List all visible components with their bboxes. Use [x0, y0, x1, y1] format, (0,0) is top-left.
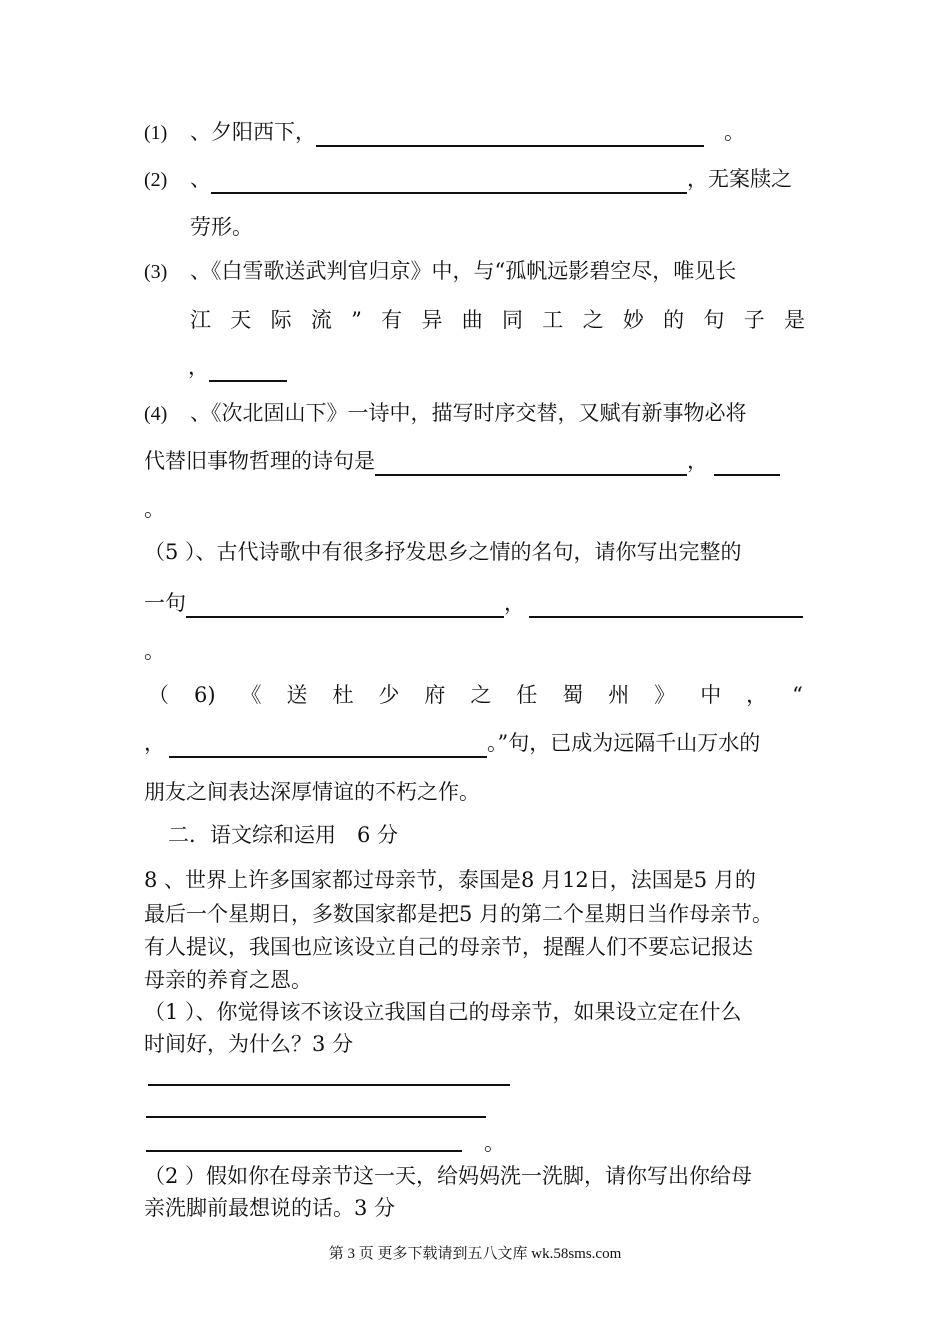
- paragraph-line: （1 ）、你觉得该不该设立我国自己的母亲节，如果设立定在什么: [144, 1000, 742, 1024]
- question-text: 代替旧事物哲理的诗句是: [144, 449, 375, 473]
- char: 异: [421, 308, 443, 332]
- question-text: 、夕阳西下，: [190, 120, 316, 144]
- question-4-answer: [144, 446, 780, 476]
- char: 句: [703, 308, 725, 332]
- char: 曲: [461, 308, 483, 332]
- char: 有: [381, 308, 403, 332]
- char: 《: [240, 683, 262, 707]
- char: 6): [193, 683, 216, 707]
- char: 江: [190, 308, 211, 332]
- question-text: 、: [190, 167, 211, 191]
- char: 际: [270, 308, 292, 332]
- paragraph-line: 时间好，为什么？3 分: [144, 1032, 354, 1056]
- char: 的: [663, 308, 685, 332]
- char: 是: [783, 308, 805, 332]
- question-text: 、《白雪歌送武判官归京》中，与“孤帆远影碧空尽，唯见长: [190, 259, 737, 283]
- question-1: [190, 117, 745, 147]
- char: 杜: [332, 683, 354, 707]
- question-text: 。”句，已成为远隔千山万水的: [487, 731, 761, 755]
- answer-line[interactable]: [146, 1116, 486, 1118]
- question-text: ，: [687, 449, 708, 473]
- char: 送: [286, 683, 308, 707]
- question-text: ，: [144, 731, 165, 755]
- char: ”: [351, 308, 362, 332]
- question-3-answer: [188, 352, 287, 382]
- answer-blank[interactable]: [186, 594, 504, 618]
- answer-blank[interactable]: [316, 123, 704, 147]
- question-number: (3): [144, 261, 168, 283]
- char: 府: [424, 683, 446, 707]
- question-text: 。: [724, 120, 745, 144]
- char: 少: [378, 683, 400, 707]
- char: 妙: [622, 308, 644, 332]
- answer-blank[interactable]: [529, 594, 803, 618]
- char: 之: [582, 308, 604, 332]
- char: 州: [608, 683, 630, 707]
- paragraph-line: 最后一个星期日，多数国家都是把5 月的第二个星期日当作母亲节。: [144, 902, 774, 926]
- paragraph-line: 亲洗脚前最想说的话。3 分: [144, 1196, 396, 1220]
- question-number: (4): [144, 403, 168, 425]
- question-text: （5 ）、古代诗歌中有很多抒发思乡之情的名句，请你写出完整的: [144, 540, 742, 564]
- question-text: ，: [188, 355, 209, 379]
- char: 工: [542, 308, 564, 332]
- answer-blank[interactable]: [209, 358, 287, 382]
- question-text: 。: [484, 1131, 505, 1155]
- char: “: [792, 683, 803, 707]
- paragraph-line: 母亲的养育之恩。: [144, 968, 312, 992]
- question-6-answer: [144, 728, 760, 758]
- char: 》: [654, 683, 676, 707]
- char: 蜀: [562, 683, 584, 707]
- char: 之: [470, 683, 492, 707]
- char: ，: [746, 683, 768, 707]
- char: 子: [743, 308, 765, 332]
- question-text: 。: [144, 497, 165, 521]
- char: 任: [516, 683, 538, 707]
- question-5-answer: [144, 588, 803, 618]
- question-number: (2): [144, 169, 168, 191]
- paragraph-line: （2 ）假如你在母亲节这一天，给妈妈洗一洗脚，请你写出你给母: [144, 1164, 753, 1188]
- question-text: 劳形。: [190, 215, 253, 239]
- question-text: 。: [144, 639, 165, 663]
- question-text: 一句: [144, 591, 186, 615]
- answer-blank[interactable]: [169, 734, 487, 758]
- answer-blank[interactable]: [714, 452, 780, 476]
- page-footer: 第 3 页 更多下载请到五八文库 wk.58sms.com: [328, 1246, 622, 1262]
- answer-blank[interactable]: [211, 170, 687, 194]
- question-text: 朋友之间表达深厚情谊的不朽之作。: [144, 780, 480, 804]
- answer-line[interactable]: [148, 1084, 510, 1086]
- char: （: [148, 683, 169, 707]
- question-text: ，: [504, 591, 525, 615]
- char: 流: [310, 308, 332, 332]
- question-text: 、《次北固山下》一诗中，描写时序交替，又赋有新事物必将: [190, 401, 747, 425]
- question-number: (1): [144, 122, 168, 144]
- question-6-spread-line: [148, 680, 803, 710]
- answer-blank[interactable]: [375, 452, 687, 476]
- paragraph-line: 有人提议，我国也应该设立自己的母亲节，提醒人们不要忘记报达: [144, 935, 753, 959]
- answer-line[interactable]: [146, 1150, 462, 1152]
- char: 中: [700, 683, 722, 707]
- question-3-spread-line: [190, 305, 805, 335]
- question-text: ，无案牍之: [687, 167, 792, 191]
- section-title: 二．语文综和运用 6 分: [168, 823, 399, 847]
- question-2: [190, 164, 792, 194]
- char: 天: [230, 308, 252, 332]
- char: 同: [502, 308, 523, 332]
- paragraph-line: 8 、世界上许多国家都过母亲节，泰国是8 月12日，法国是5 月的: [144, 868, 756, 892]
